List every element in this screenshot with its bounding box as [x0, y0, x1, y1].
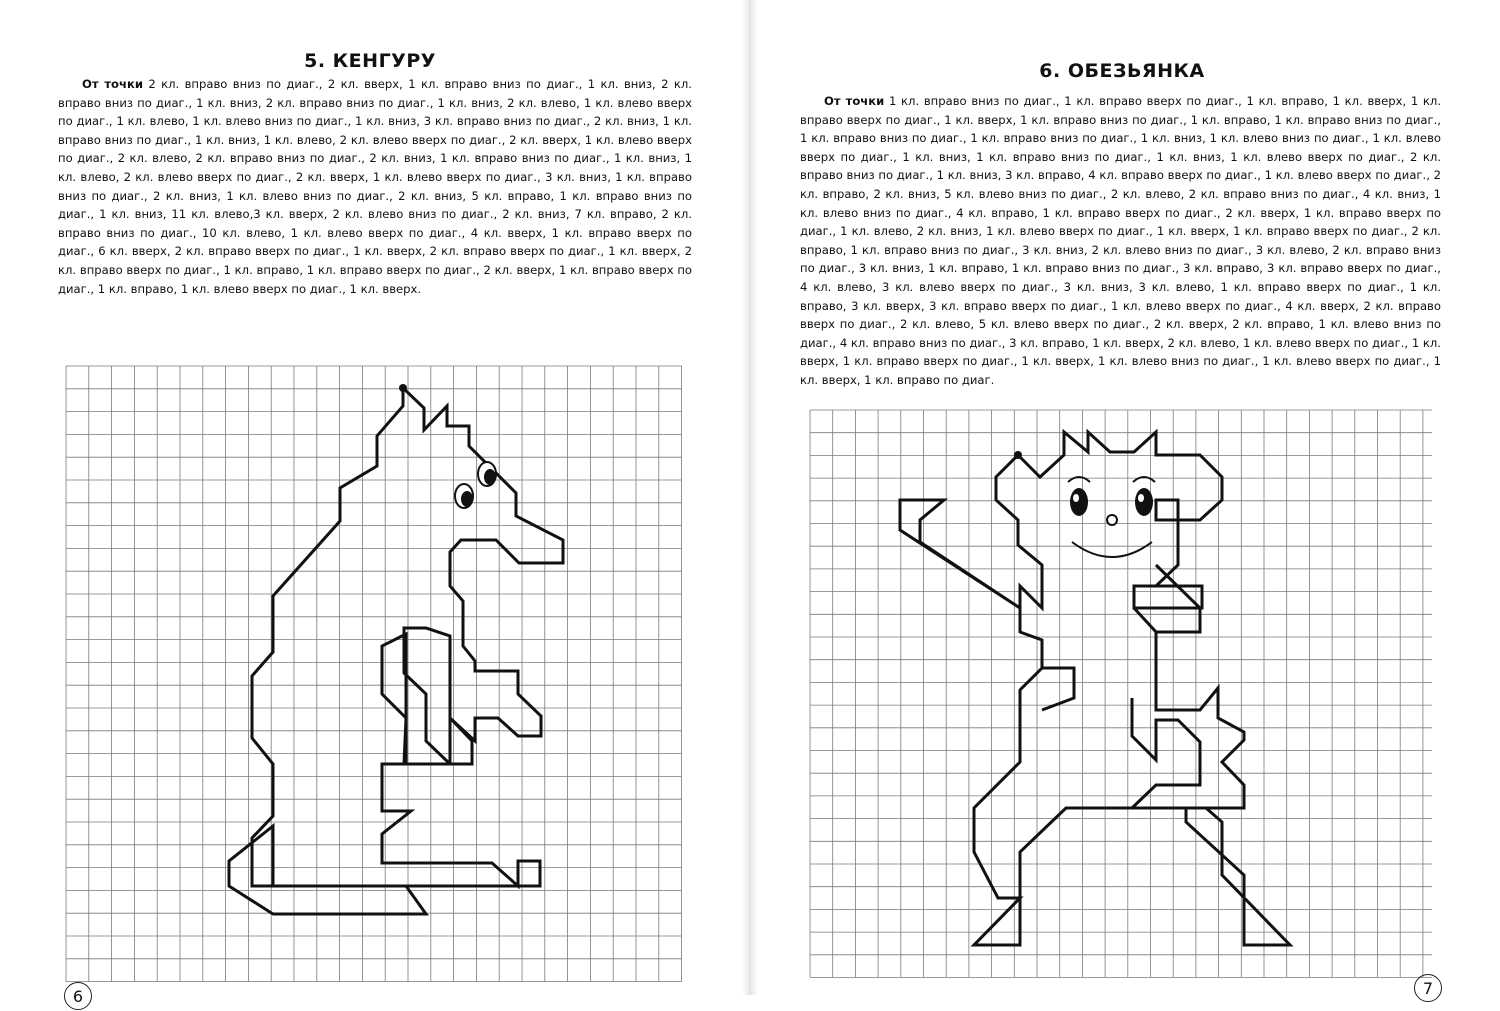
kangaroo-drawing-icon: [229, 384, 563, 914]
kangaroo-instructions: [58, 75, 692, 298]
right-page-number: 7: [1414, 974, 1442, 1002]
monkey-instructions-text: 1 кл. вправо вниз по диаг., 1 кл. вправо вверх по диаг., 1 кл. вправо, 1 кл. вверх, 1 кл. вправо вверх по диаг., 1 кл. вверх, 1 кл. вправо вниз по диаг., 1 кл. вправо, 1 кл. вправо вниз по диаг., 1 кл. вправо вниз по диаг., 1 кл. вправо вниз по диаг., 1 кл. вниз, 1 кл. влево вниз по диаг., 1 кл. влево вверх по диаг., 1 кл. вниз, 1 кл. вправо вниз по диаг., 1 кл. вниз, 1 кл. влево вверх по диаг., 2 кл. вправо вниз по диаг., 1 кл. вниз, 3 кл. вправо, 4 кл. вправо вверх по диаг., 1 кл. влево вверх по диаг., 2 кл. вправо, 2 кл. вниз, 5 кл. влево вниз по диаг., 2 кл. влево, 2 кл. вправо вниз по диаг., 4 кл. вниз, 1 кл. влево вниз по диаг., 4 кл. вправо, 1 кл. вправо вверх по диаг., 2 кл. вверх, 1 кл. вправо вверх по диаг., 1 кл. влево, 2 кл. вниз, 1 кл. влево вверх по диаг., 1 кл. вверх, 1 кл. вправо вверх по диаг., 2 кл. вправо, 1 кл. вправо вниз по диаг., 3 кл. вниз, 2 кл. влево вниз по диаг., 3 кл. влево, 2 кл. вправо вниз по диаг., 3 кл. вниз, 1 кл. вправо, 1 кл. вправо вниз по диаг., 3 кл. вправо, 3 кл. вправо вверх по диаг., 4 кл. влево, 3 кл. влево вверх по диаг., 3 кл. вниз, 3 кл. влево, 1 кл. вправо вверх по диаг., 1 кл. вправо, 3 кл. вверх, 3 кл. вправо вверх по диаг., 1 кл. влево вверх по диаг., 4 кл. вверх, 2 кл. вправо вверх по диаг., 2 кл. влево, 5 кл. влево вверх по диаг., 2 кл. вверх, 2 кл. вправо, 1 кл. влево вниз по диаг., 4 кл. вправо вниз по диаг., 3 кл. вправо, 1 кл. вверх, 2 кл. влево, 1 кл. влево вверх по диаг., 1 кл. вверх, 1 кл. вправо вверх по диаг., 1 кл. вверх, 1 кл. влево вниз по диаг., 1 кл. влево вверх по диаг., 1 кл. вверх, 1 кл. вправо по диаг.: [800, 94, 1442, 387]
monkey-face-icon: [1068, 477, 1155, 557]
monkey-grid-lines: [810, 410, 1432, 978]
monkey-title: 6. ОБЕЗЬЯНКА: [1039, 60, 1205, 82]
kangaroo-lead: От точки: [82, 77, 143, 91]
book-spine: [742, 0, 758, 995]
kangaroo-title: 5. КЕНГУРУ: [304, 50, 436, 72]
start-dot-icon: [1014, 451, 1022, 459]
kangaroo-grid-lines: [66, 366, 682, 982]
monkey-grid: [810, 410, 1432, 977]
kangaroo-eye-icon: [455, 462, 496, 508]
monkey-drawing-icon: [900, 432, 1290, 945]
kangaroo-grid: [66, 366, 682, 982]
monkey-instructions: [800, 92, 1441, 390]
monkey-lead: От точки: [824, 94, 885, 108]
kangaroo-instructions-text: 2 кл. вправо вниз по диаг., 2 кл. вверх, 1 кл. вправо вниз по диаг., 1 кл. вниз, 2 кл. вправо вниз по диаг., 1 кл. вниз, 2 кл. вправо вниз по диаг., 1 кл. вниз, 2 кл. влево, 1 кл. влево вверх по диаг., 1 кл. влево, 1 кл. влево вниз по диаг., 1 кл. вниз, 3 кл. вправо вниз по диаг., 2 кл. вниз, 1 кл. вправо вниз по диаг., 1 кл. вниз, 1 кл. влево, 2 кл. влево вверх по диаг., 2 кл. вверх, 1 кл. влево вверх по диаг., 2 кл. влево, 2 кл. вправо вниз по диаг., 2 кл. вниз, 1 кл. вправо вниз по диаг., 1 кл. вниз, 1 кл. влево, 2 кл. влево вверх по диаг., 2 кл. вверх, 1 кл. влево вверх по диаг., 3 кл. вниз, 1 кл. вправо вниз по диаг., 2 кл. вниз, 1 кл. влево вниз по диаг., 2 кл. вниз, 5 кл. вправо, 1 кл. вправо вниз по диаг., 1 кл. вниз, 11 кл. влево,3 кл. вверх, 2 кл. влево вниз по диаг., 2 кл. вниз, 7 кл. вправо, 2 кл. вправо вниз по диаг., 10 кл. влево, 1 кл. влево вверх по диаг., 4 кл. вверх, 1 кл. вправо вверх по диаг., 6 кл. вверх, 2 кл. вправо вверх по диаг., 1 кл. вверх, 2 кл. вправо вверх по диаг., 1 кл. вверх, 2 кл. вправо вверх по диаг., 1 кл. вправо, 1 кл. вправо вверх по диаг., 2 кл. вверх, 1 кл. вправо вверх по диаг., 1 кл. вправо, 1 кл. влево вверх по диаг., 1 кл. вверх.: [58, 77, 692, 296]
left-page-number: 6: [64, 982, 92, 1010]
start-dot-icon: [399, 384, 407, 392]
